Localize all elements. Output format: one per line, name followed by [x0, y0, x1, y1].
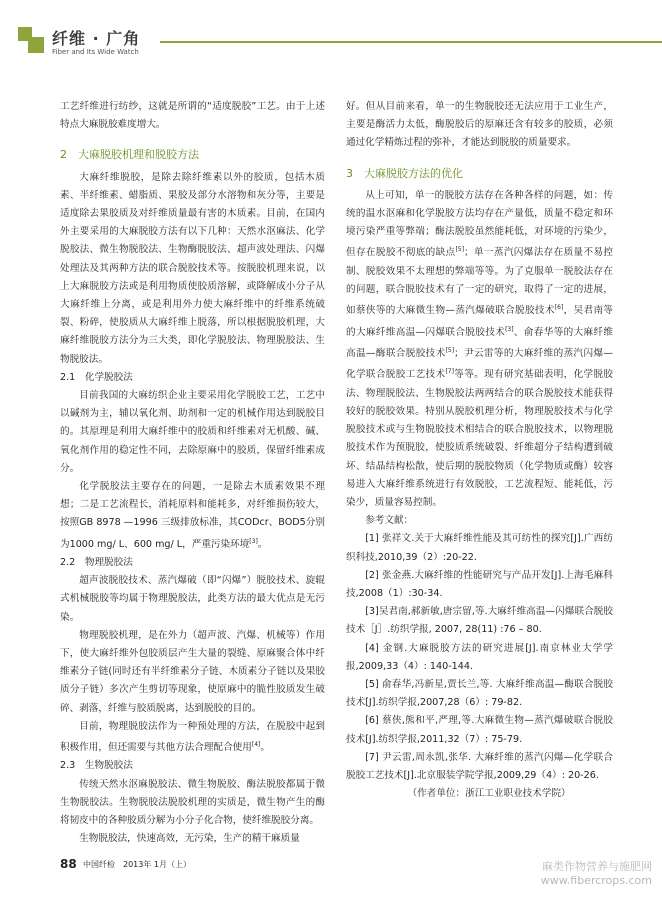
- paragraph: 超声波脱胶技术、蒸汽爆破（即“闪爆”）脱胶技术、旋辊式机械脱胶等均属于物理脱胶法，此类方法的最大优点是无污染。: [60, 575, 325, 623]
- paragraph: 工艺纤维进行纺纱，这就是所谓的“适度脱胶”工艺。由于上述特点大麻脱胶难度增大。: [60, 101, 325, 131]
- paragraph-end: 。: [260, 742, 270, 754]
- paragraph: 物理脱胶机理，是在外力（超声波、汽爆、机械等）作用下，使大麻纤维外包胶质层产生大量的裂缝、原麻聚合体中纤维素分子链(同时还有半纤维素分子链、木质素分子链以及果胶质分子链）多次产生剪切等现象，使原麻中的脆性胶质发生破碎、剥落，纤维与胶质脱离，达到脱胶的目的。: [60, 629, 325, 714]
- reference-item: [1] 张祥文.关于大麻纤维性能及其可纺性的探究[J].广西纺织科技,2010,39（2）:20-22.: [346, 533, 613, 563]
- paragraph-text: 化学脱胶法主要存在的问题，一是除去木质素效果不理想；二是工艺流程长，消耗原料和能耗多，对纤维损伤较大，按照GB 8978 —1996 三级排放标准，其CODcr、BOD5分别为1000 mg/ L、600 mg/ L，严重污染环境: [60, 481, 325, 550]
- heading-section-3: 3 大麻脱胶方法的优化: [346, 166, 463, 180]
- section-logo-notch-top: [32, 27, 44, 37]
- paragraph-text: ，吴君南等的大麻纤维高温—闪爆联合脱胶技术: [346, 305, 614, 338]
- section-subtitle: Fiber and Its Wide Watch: [52, 48, 139, 56]
- reference-item: [3]吴君南,郝新敏,唐宗留,等.大麻纤维高温—闪爆联合脱胶技术［J］.纺织学报, 2007, 28(11) :76 – 80.: [346, 606, 613, 636]
- heading-section-2: 2 大麻脱胶机理和脱胶方法: [60, 148, 199, 162]
- paragraph-text: 从上可知，单一的脱胶方法存在各种各样的问题，如：传统的温水沤麻和化学脱胶方法均存在产量低，质量不稳定和环境污染严重等弊端；酶法脱胶虽然能耗低，对环境的污染少，但存在脱胶不彻底的缺点: [346, 189, 613, 259]
- citation: [3]: [505, 325, 514, 333]
- citation: [4]: [251, 741, 261, 749]
- heading-2-1: 2.1 化学脱胶法: [60, 371, 133, 383]
- reference-item: [5] 俞春华,冯新星,贾长兰,等. 大麻纤维高温—酶联合脱胶技术[J].纺织学报,2007,28（6）: 79-82.: [346, 679, 613, 709]
- paragraph: 生物脱胶法，快速高效，无污染，生产的精干麻质量: [79, 833, 300, 845]
- paragraph: 传统天然水沤麻脱胶法、微生物脱胶、酶法脱胶都属于微生物脱胶法。生物脱胶法脱胶机理的实质是，微生物产生的酶将韧皮中的各种胶质分解为小分子化合物，使纤维脱胶分离。: [60, 778, 325, 827]
- reference-list: [346, 530, 613, 785]
- reference-item: [7] 尹云雷,周永凯,张华. 大麻纤维的蒸汽闪爆—化学联合脱胶工艺技术[J].北京服装学院学报,2009,29（4）: 20-26.: [346, 751, 613, 782]
- citation: [7]: [445, 368, 454, 376]
- paragraph-with-citation: [60, 718, 325, 758]
- citation: [6]: [554, 304, 564, 312]
- paragraph: 好。但从目前来看，单一的生物脱胶还无法应用于工业生产，主要是酶活力太低，酶脱胶后的原麻还含有较多的胶质，必须通过化学精炼过程的弥补，才能达到脱胶的质量要求。: [346, 101, 613, 149]
- paragraph-text: ；单一蒸汽闪爆法存在质量不易控制、脱胶效果不太理想的弊端等等。为了克服单一脱胶法存在的问题，联合脱胶技术有了一定的研究，取得了一定的进展，如蔡侠等的大麻微生物—蒸汽爆破联合脱胶技术: [346, 247, 614, 317]
- paragraph-text: 等等。现有研究基础表明，化学脱胶法、物理脱胶法、生物脱胶法两两结合的联合脱胶技术能获得较好的脱胶效果。特别从脱胶机理分析，物理脱胶技术与化学脱胶技术或与生物脱胶技术相结合的联合脱胶技术，以物理脱胶技术作为预脱胶，使胶质系统破裂、纤维超分子结构遭到破坏、结晶结构松散，使后期的脱胶物质（化学物质或酶）较容易进入大麻纤维系统进行有效脱胶，工艺流程短、能耗低，污染少，质量容易控制。: [346, 369, 614, 508]
- watermark-url: www.fibercrops.com: [540, 874, 652, 887]
- paragraph: 目前我国的大麻纺织企业主要采用化学脱胶工艺，工艺中以碱剂为主，辅以氧化剂、助剂和一定的机械作用达到脱胶目的。其原理是利用大麻纤维中的胶质和纤维素对无机酸、碱、氧化剂作用的稳定性不同，去除原麻中的胶质，保留纤维素成分。: [60, 390, 325, 474]
- paragraph-text: 、俞春华等的大麻纤维高温—酶联合脱胶技术: [346, 326, 614, 360]
- journal-info: 中国纤检 2013年 1月（上）: [83, 860, 191, 869]
- citation: [3]: [249, 537, 258, 545]
- right-column: [346, 98, 613, 803]
- page-header: [0, 0, 662, 62]
- paragraph: 大麻纤维脱胶，是除去除纤维素以外的胶质，包括木质素、半纤维素、蜡脂质、果胶及部分水溶物和灰分等，主要是适度除去果胶质及对纤维质量最有害的木质素。目前，在国内外主要采用的大麻脱胶方法有以下几种：天然水沤麻法、化学脱胶法、微生物脱胶法、生物酶脱胶法、超声波处理法、闪爆处理法及其两种方法的联合脱胶技术等。按脱胶机理来说，以上大麻脱胶方法或是利用物质使胶质溶解，或降解成小分子从大麻纤维上分离，或是利用外力使大麻纤维中的纤维系统破裂、粉碎，使胶质从大麻纤维上脱落，所以根据脱胶机理，大麻纤维脱胶方法分为三大类，即化学脱胶法、物理脱胶法、生物脱胶法。: [60, 171, 325, 365]
- section-logo-notch: [18, 41, 28, 53]
- watermark-title: 麻类作物营养与施肥网: [542, 860, 652, 873]
- section-title: 纤维 · 广角: [52, 29, 141, 48]
- heading-2-2: 2.2 物理脱胶法: [60, 557, 133, 569]
- paragraph-with-citations: [346, 187, 613, 512]
- references-title: 参考文献：: [365, 515, 414, 527]
- author-affiliation: （作者单位：浙江工业职业技术学院）: [407, 788, 571, 800]
- paragraph-with-citation: [60, 478, 325, 554]
- heading-2-3: 2.3 生物脱胶法: [60, 760, 133, 772]
- reference-item: [6] 蔡侠,熊和平,严理,等.大麻微生物—蒸汽爆破联合脱胶技术[J].纺织学报,2011,32（7）: 75-79.: [346, 715, 613, 745]
- reference-item: [4] 金钢.大麻脱胶方法的研究进展[J].南京林业大学学报,2009,33（4）: 140-144.: [346, 642, 613, 672]
- watermark: [541, 860, 652, 888]
- citation: [5]: [445, 347, 455, 354]
- left-column: [60, 98, 325, 849]
- paragraph-text: 目前，物理脱胶法作为一种预处理的方法，在脱胶中起到积极作用，但还需要与其他方法合理配合使用: [60, 720, 325, 754]
- header-divider: [160, 41, 662, 43]
- citation: [5]: [455, 246, 465, 254]
- reference-item: [2] 张金燕.大麻纤维的性能研究与产品开发[J].上海毛麻科技,2008（1）:30-34.: [346, 569, 613, 600]
- page-number: 88: [60, 857, 77, 871]
- paragraph-text: ；尹云雷等的大麻纤维的蒸汽闪爆—化学联合脱胶工艺技术: [346, 348, 613, 381]
- paragraph-end: 。: [257, 538, 268, 550]
